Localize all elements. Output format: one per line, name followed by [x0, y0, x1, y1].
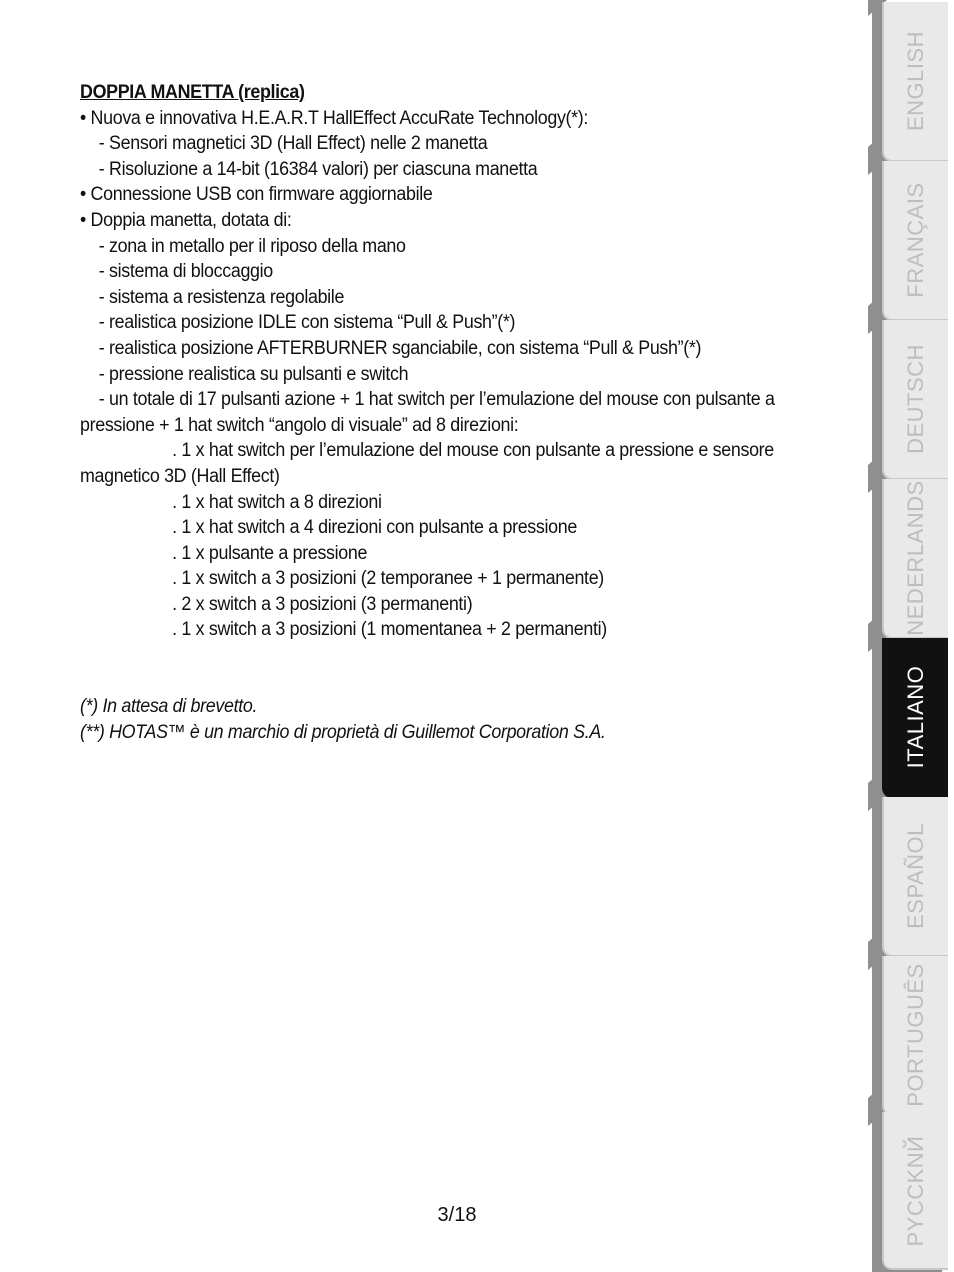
- tab-deutsch[interactable]: [882, 320, 948, 480]
- tab-english[interactable]: [882, 2, 948, 162]
- feature-subline: - realistica posizione AFTERBURNER sganciabile, con sistema “Pull & Push”(*): [98, 337, 702, 359]
- tab-espanol[interactable]: [882, 797, 948, 957]
- footnote-trademark: (**) HOTAS™ è un marchio di proprietà di Guillemot Corporation S.A.: [80, 721, 606, 743]
- feature-subline: - pressione realistica su pulsanti e switch: [98, 363, 409, 385]
- tab-italiano[interactable]: [882, 638, 948, 798]
- feature-subline-continuation: pressione + 1 hat switch “angolo di visuale” ad 8 direzioni:: [80, 414, 519, 436]
- control-item: . 1 x hat switch per l’emulazione del mouse con pulsante a pressione e sensore: [172, 440, 774, 462]
- feature-subline: - Risoluzione a 14-bit (16384 valori) per ciascuna manetta: [98, 158, 538, 180]
- tab-label: ITALIANO: [903, 665, 928, 769]
- control-item: . 1 x hat switch a 8 direzioni: [172, 491, 382, 513]
- section-heading: DOPPIA MANETTA (replica): [80, 82, 305, 103]
- feature-line: • Doppia manetta, dotata di:: [80, 209, 292, 231]
- tab-label: PYCCKNЙ: [903, 1135, 928, 1247]
- feature-subline: - zona in metallo per il riposo della mano: [98, 235, 406, 257]
- tab-russian[interactable]: [882, 1112, 948, 1270]
- feature-subline: - Sensori magnetici 3D (Hall Effect) nelle 2 manetta: [98, 133, 488, 155]
- tab-label: DEUTSCH: [903, 344, 928, 454]
- language-tab-bar: [868, 0, 954, 1272]
- feature-subline: - un totale di 17 pulsanti azione + 1 hat switch per l’emulazione del mouse con pulsante a: [98, 389, 775, 411]
- page-number: 3/18: [437, 1204, 477, 1226]
- tab-nederlands[interactable]: [882, 479, 948, 639]
- feature-subline: - sistema di bloccaggio: [98, 261, 273, 283]
- control-item: . 1 x pulsante a pressione: [172, 542, 368, 564]
- feature-line: • Nuova e innovativa H.E.A.R.T HallEffect AccuRate Technology(*):: [80, 107, 589, 129]
- control-item: . 1 x hat switch a 4 direzioni con pulsante a pressione: [172, 517, 577, 539]
- control-item: . 1 x switch a 3 posizioni (2 temporanee + 1 permanente): [172, 568, 604, 590]
- feature-line: • Connessione USB con firmware aggiornabile: [80, 184, 433, 206]
- tab-francais[interactable]: [882, 161, 948, 321]
- tab-portugues[interactable]: [882, 956, 948, 1116]
- control-item: . 2 x switch a 3 posizioni (3 permanenti): [172, 593, 473, 615]
- tab-label: ESPAÑOL: [903, 823, 928, 929]
- feature-subline: - sistema a resistenza regolabile: [98, 286, 345, 308]
- footnote-patent: (*) In attesa di brevetto.: [80, 696, 258, 718]
- document-body: [80, 80, 794, 745]
- control-item: . 1 x switch a 3 posizioni (1 momentanea + 2 permanenti): [172, 619, 607, 641]
- tab-label: FRANÇAIS: [903, 182, 928, 298]
- feature-subline: - realistica posizione IDLE con sistema “Pull & Push”(*): [98, 312, 516, 334]
- tab-label: ENGLISH: [903, 30, 928, 132]
- spacer: [80, 643, 794, 694]
- tab-label: NEDERLANDS: [903, 480, 928, 636]
- tab-label: PORTUGUÊS: [903, 963, 928, 1107]
- control-item-continuation: magnetico 3D (Hall Effect): [80, 465, 280, 487]
